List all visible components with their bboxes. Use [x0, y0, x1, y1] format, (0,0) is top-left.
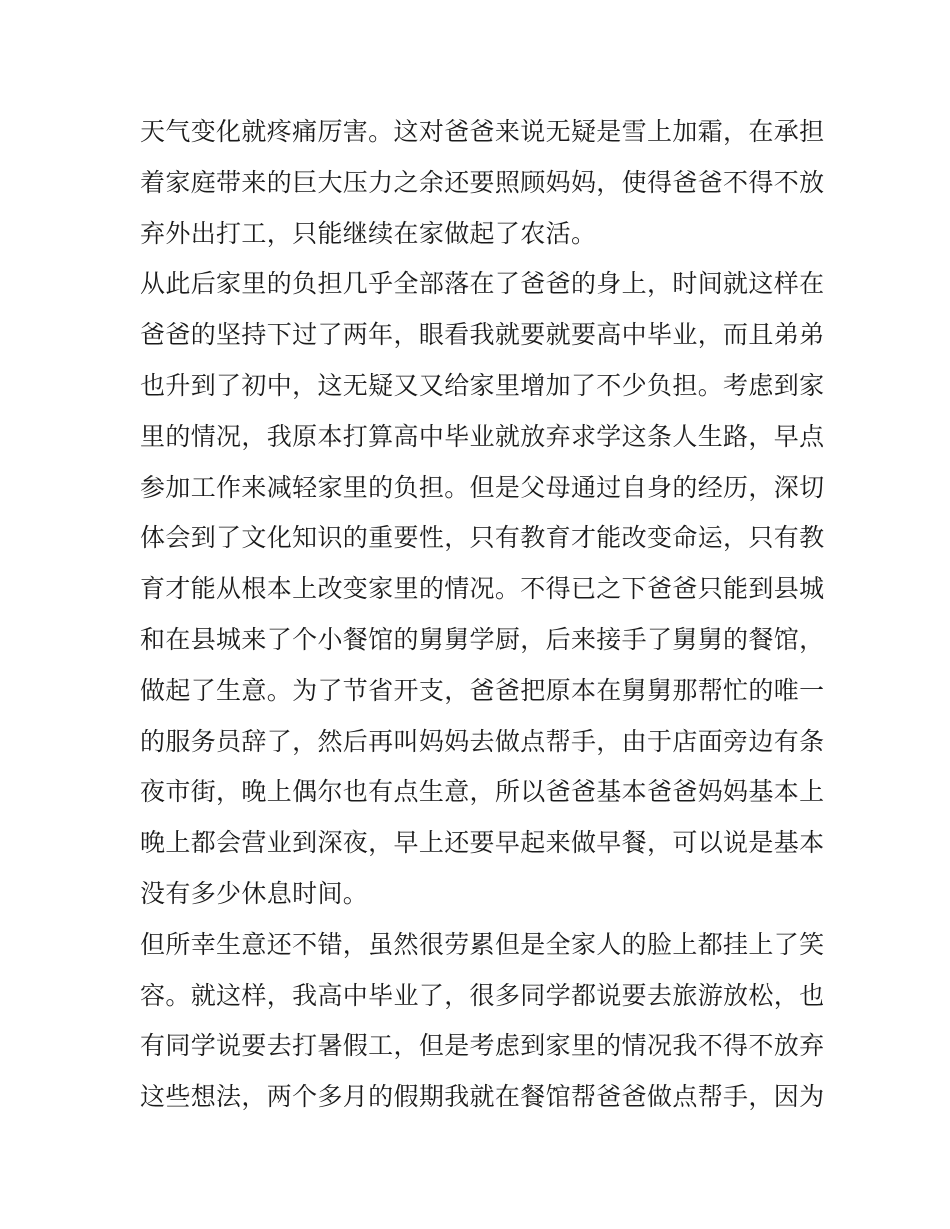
text-line: 天气变化就疼痛厉害。这对爸爸来说无疑是雪上加霜，在承担 [140, 117, 825, 146]
text-line: 弃外出打工，只能继续在家做起了农活。 [140, 218, 597, 248]
text-line: 从此后家里的负担几乎全部落在了爸爸的身上，时间就这样在 [140, 269, 825, 299]
text-line: 但所幸生意还不错，虽然很劳累但是全家人的脸上都挂上了笑 [140, 929, 825, 959]
text-line: 参加工作来减轻家里的负担。但是父母通过自身的经历，深切 [140, 472, 825, 502]
body-text [140, 107, 825, 1123]
text-line: 里的情况，我原本打算高中毕业就放弃求学这条人生路，早点 [140, 421, 825, 451]
text-line: 晚上都会营业到深夜，早上还要早起来做早餐，可以说是基本 [140, 828, 825, 858]
text-line: 体会到了文化知识的重要性，只有教育才能改变命运，只有教 [140, 523, 825, 553]
text-line: 也升到了初中，这无疑又又给家里增加了不少负担。考虑到家 [140, 370, 825, 400]
text-line: 育才能从根本上改变家里的情况。不得已之下爸爸只能到县城 [140, 574, 825, 604]
text-line: 这些想法，两个多月的假期我就在餐馆帮爸爸做点帮手，因为 [140, 1082, 825, 1112]
text-line: 有同学说要去打暑假工，但是考虑到家里的情况我不得不放弃 [140, 1031, 825, 1061]
text-line: 做起了生意。为了节省开支，爸爸把原本在舅舅那帮忙的唯一 [140, 675, 825, 705]
text-line: 的服务员辞了，然后再叫妈妈去做点帮手，由于店面旁边有条 [140, 726, 825, 756]
text-line: 和在县城来了个小餐馆的舅舅学厨，后来接手了舅舅的餐馆， [140, 624, 825, 654]
text-line: 容。就这样，我高中毕业了，很多同学都说要去旅游放松，也 [140, 980, 825, 1010]
text-line: 爸爸的坚持下过了两年，眼看我就要就要高中毕业，而且弟弟 [140, 320, 825, 350]
text-line: 着家庭带来的巨大压力之余还要照顾妈妈，使得爸爸不得不放 [140, 167, 825, 197]
text-line: 夜市街，晚上偶尔也有点生意，所以爸爸基本爸爸妈妈基本上 [140, 777, 825, 807]
text-line: 没有多少休息时间。 [140, 878, 369, 908]
